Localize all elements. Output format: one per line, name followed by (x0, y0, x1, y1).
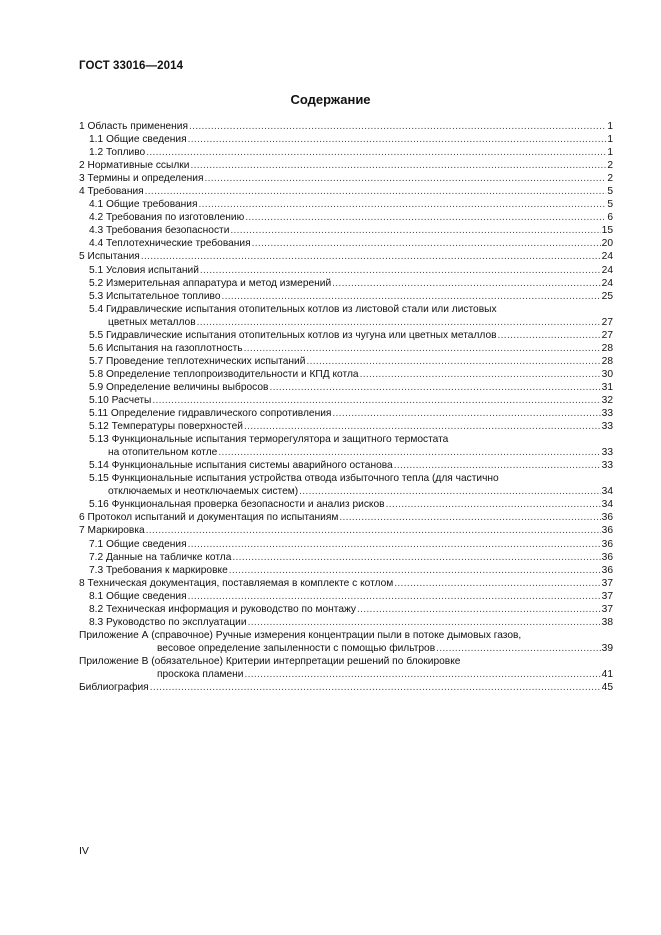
document-header: ГОСТ 33016—2014 (79, 60, 184, 72)
toc-leader-dots (145, 185, 607, 198)
toc-entry (79, 224, 613, 237)
toc-entry-title: отключаемых и неотключаемых систем) (108, 486, 299, 498)
toc-entry-title: 6 Протокол испытаний и документация по испытаниям (79, 512, 339, 524)
toc-entry-title: 5.5 Гидравлические испытания отопительных котлов из чугуна или цветных металлов (89, 329, 497, 341)
toc-entry-page: 6 (607, 212, 613, 224)
toc-leader-dots (146, 524, 601, 537)
toc-entry-title: 5 Испытания (79, 251, 140, 263)
toc-entry (79, 590, 613, 603)
toc-entry-title: 8.2 Техническая информация и руководство по монтажу (89, 603, 357, 615)
toc-leader-dots (188, 133, 607, 146)
toc-entry (79, 120, 613, 133)
toc-entry-page: 24 (601, 251, 613, 263)
toc-leader-dots (230, 224, 600, 237)
toc-leader-dots (188, 590, 601, 603)
toc-entry (79, 616, 613, 629)
toc-entry-page: 39 (601, 642, 613, 654)
toc-leader-dots (339, 511, 600, 524)
toc-entry (79, 498, 613, 511)
toc-entry-page: 36 (601, 525, 613, 537)
toc-leader-dots (141, 250, 601, 263)
toc-leader-dots (498, 329, 601, 342)
toc-leader-dots (360, 368, 601, 381)
toc-leader-dots (394, 577, 600, 590)
toc-entry-page: 1 (607, 134, 613, 146)
toc-entry-title: 3 Термины и определения (79, 173, 204, 185)
toc-entry (79, 172, 613, 185)
toc-entry (79, 368, 613, 381)
toc-leader-dots (436, 642, 601, 655)
toc-entry-page: 33 (601, 408, 613, 420)
toc-entry-page: 36 (601, 551, 613, 563)
toc-leader-dots (188, 538, 601, 551)
toc-entry-page: 28 (601, 342, 613, 354)
toc-entry (79, 394, 613, 407)
toc-leader-dots (152, 394, 600, 407)
toc-entry-page: 5 (607, 199, 613, 211)
toc-entry (79, 185, 613, 198)
toc-entry (79, 551, 613, 564)
toc-entry-line: Приложение А (справочное) Ручные измерения концентрации пыли в потоке дымовых газов, (79, 629, 522, 641)
toc-leader-dots (357, 603, 601, 616)
toc-leader-dots (252, 237, 601, 250)
toc-entry-title: 8.3 Руководство по эксплуатации (89, 616, 247, 628)
toc-entry-title: 5.6 Испытания на газоплотность (89, 342, 243, 354)
toc-leader-dots (150, 681, 601, 694)
toc-leader-dots (189, 120, 606, 133)
toc-leader-dots (394, 459, 601, 472)
toc-entry (79, 237, 613, 250)
toc-entry-page: 1 (607, 121, 613, 132)
toc-entry-title: 7.2 Данные на табличке котла (89, 551, 232, 563)
toc-entry-title: 8 Техническая документация, поставляемая в комплекте с котлом (79, 577, 394, 589)
toc-entry-title: 5.7 Проведение теплотехнических испытаний (89, 355, 306, 367)
toc-leader-dots (229, 564, 601, 577)
toc-entry-title: 1 Область применения (79, 121, 188, 132)
toc-entry-page: 27 (601, 316, 613, 328)
toc-entry-title: 5.8 Определение теплопроизводительности и КПД котла (89, 368, 359, 380)
toc-entry-title: 5.1 Условия испытаний (89, 264, 199, 276)
toc-leader-dots (200, 264, 601, 277)
toc-entry (79, 420, 613, 433)
toc-leader-dots (218, 446, 600, 459)
toc-entry-page: 33 (601, 421, 613, 433)
toc-leader-dots (232, 551, 600, 564)
toc-entry-title: на отопительном котле (108, 447, 218, 459)
toc-leader-dots (222, 290, 601, 303)
toc-entry (79, 668, 613, 681)
toc-entry (79, 577, 613, 590)
toc-entry-page: 36 (601, 564, 613, 576)
toc-entry-page: 30 (601, 368, 613, 380)
toc-entry (79, 603, 613, 616)
page-number: IV (79, 845, 89, 857)
toc-leader-dots (190, 159, 606, 172)
toc-leader-dots (204, 172, 606, 185)
toc-entry (79, 316, 613, 329)
toc-leader-dots (269, 381, 600, 394)
toc-entry-title: Библиография (79, 682, 149, 694)
toc-entry (79, 407, 613, 420)
toc-entry-title: 4.2 Требования по изготовлению (89, 212, 245, 224)
toc-entry-page: 36 (601, 512, 613, 524)
toc-entry-page: 24 (601, 277, 613, 289)
toc-entry-title: 1.2 Топливо (89, 147, 146, 159)
toc-entry-page: 1 (607, 147, 613, 159)
toc-entry (79, 290, 613, 303)
toc-entry (79, 329, 613, 342)
toc-entry (79, 133, 613, 146)
toc-entry-line: Приложение В (обязательное) Критерии интерпретации решений по блокировке (79, 655, 461, 667)
toc-entry (79, 524, 613, 537)
toc-entry-page: 41 (601, 668, 613, 680)
toc-leader-dots (386, 498, 601, 511)
toc-entry-page: 36 (601, 538, 613, 550)
toc-entry (79, 681, 613, 694)
toc-entry-title: 7 Маркировка (79, 525, 145, 537)
toc-entry-title: 5.2 Измерительная аппаратура и метод измерений (89, 277, 332, 289)
toc-entry-page: 34 (601, 486, 613, 498)
toc-entry-page: 45 (601, 682, 613, 694)
toc-entry-title: 5.10 Расчеты (89, 394, 152, 406)
toc-entry (79, 277, 613, 290)
toc-entry (79, 342, 613, 355)
toc-entry-title: 4.4 Теплотехнические требования (89, 238, 251, 250)
toc-entry-page: 31 (601, 381, 613, 393)
toc-entry (79, 564, 613, 577)
toc-entry-page: 2 (607, 160, 613, 172)
toc-leader-dots (244, 668, 600, 681)
toc-entry (79, 198, 613, 211)
toc-entry-title: 7.1 Общие сведения (89, 538, 187, 550)
toc-entry-page: 2 (607, 173, 613, 185)
toc-entry-title: цветных металлов (108, 316, 196, 328)
toc-entry-page: 37 (601, 590, 613, 602)
toc-entry-page: 37 (601, 577, 613, 589)
toc-entry (79, 446, 613, 459)
toc-leader-dots (299, 485, 600, 498)
toc-entry-page: 32 (601, 394, 613, 406)
toc-entry (79, 264, 613, 277)
toc-entry-line: 5.4 Гидравлические испытания отопительных котлов из листовой стали или листовых (89, 303, 497, 315)
toc-entry-page: 24 (601, 264, 613, 276)
toc-entry-page: 38 (601, 616, 613, 628)
toc-entry-page: 20 (601, 238, 613, 250)
table-of-contents (79, 120, 613, 694)
toc-entry-title: 1.1 Общие сведения (89, 134, 187, 146)
toc-entry-title: 4.1 Общие требования (89, 199, 198, 211)
toc-leader-dots (306, 355, 600, 368)
toc-entry-page: 33 (601, 447, 613, 459)
toc-entry-title: 5.16 Функциональная проверка безопасности и анализ рисков (89, 499, 385, 511)
toc-leader-dots (146, 146, 606, 159)
toc-entry-title: 7.3 Требования к маркировке (89, 564, 228, 576)
toc-entry-title: 5.11 Определение гидравлического сопротивления (89, 408, 332, 420)
toc-entry-page: 34 (601, 499, 613, 511)
toc-entry-title: 5.14 Функциональные испытания системы аварийного останова (89, 460, 393, 472)
toc-entry-page: 5 (607, 186, 613, 198)
toc-entry-page: 37 (601, 603, 613, 615)
toc-entry (79, 146, 613, 159)
toc-leader-dots (245, 211, 606, 224)
toc-entry-page: 28 (601, 355, 613, 367)
toc-entry (79, 459, 613, 472)
toc-leader-dots (244, 342, 601, 355)
toc-entry-title: проскока пламени (157, 668, 244, 680)
toc-entry (79, 538, 613, 551)
toc-entry-title: 8.1 Общие сведения (89, 590, 187, 602)
toc-entry-page: 25 (601, 290, 613, 302)
toc-entry-page: 33 (601, 460, 613, 472)
toc-entry (79, 250, 613, 263)
toc-entry (79, 381, 613, 394)
toc-entry-title: 5.12 Температуры поверхностей (89, 421, 243, 433)
toc-entry-line: 5.13 Функциональные испытания терморегулятора и защитного термостата (89, 434, 449, 446)
toc-leader-dots (197, 316, 601, 329)
toc-entry-title: 5.3 Испытательное топливо (89, 290, 221, 302)
toc-entry-title: 4 Требования (79, 186, 144, 198)
toc-leader-dots (332, 407, 600, 420)
toc-entry (79, 642, 613, 655)
toc-leader-dots (248, 616, 601, 629)
toc-leader-dots (332, 277, 600, 290)
toc-entry (79, 355, 613, 368)
toc-entry-title: 5.9 Определение величины выбросов (89, 381, 269, 393)
toc-entry-page: 27 (601, 329, 613, 341)
toc-entry (79, 159, 613, 172)
toc-entry-title: 4.3 Требования безопасности (89, 225, 230, 237)
toc-entry-line: 5.15 Функциональные испытания устройства отвода избыточного тепла (для частично (89, 473, 499, 485)
toc-entry-page: 15 (601, 225, 613, 237)
toc-entry-title: весовое определение запыленности с помощью фильтров (157, 642, 436, 654)
toc-leader-dots (244, 420, 601, 433)
toc-leader-dots (199, 198, 607, 211)
toc-title: Содержание (290, 92, 371, 107)
toc-entry (79, 211, 613, 224)
toc-entry-title: 2 Нормативные ссылки (79, 160, 190, 172)
toc-entry (79, 485, 613, 498)
toc-entry (79, 511, 613, 524)
